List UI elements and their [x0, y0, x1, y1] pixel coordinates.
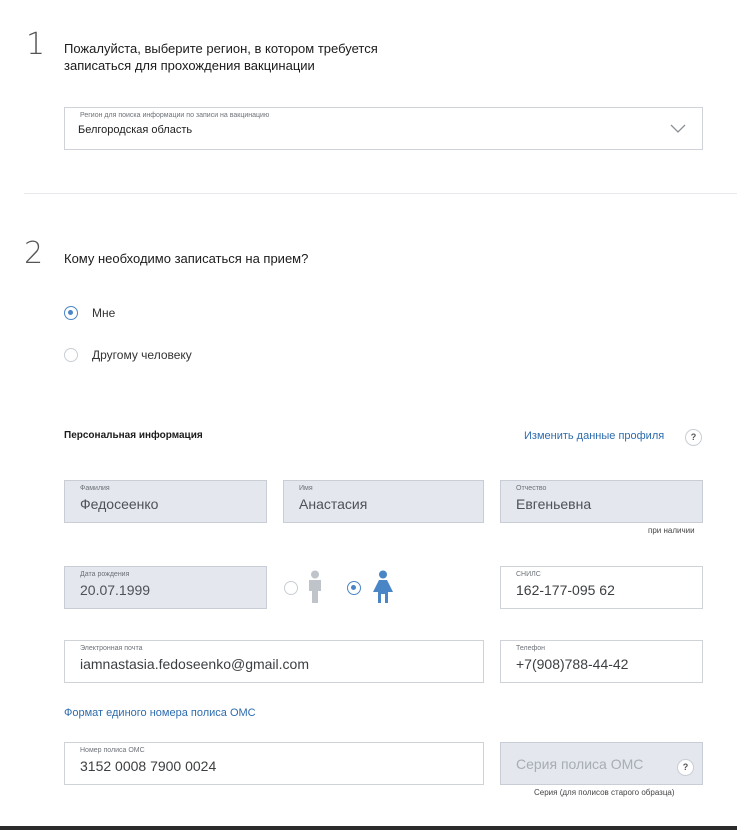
- oms-series-hint: Серия (для полисов старого образца): [534, 788, 675, 797]
- surname-value: Федосеенко: [80, 496, 159, 512]
- oms-format-link[interactable]: Формат единого номера полиса ОМС: [64, 707, 256, 719]
- email-label: Электронная почта: [80, 645, 143, 652]
- gender-male-radio[interactable]: [284, 581, 298, 595]
- edit-profile-link[interactable]: Изменить данные профиля: [524, 430, 665, 442]
- first-name-label: Имя: [299, 485, 313, 492]
- step1-title-line2: записаться для прохождения вакцинации: [64, 58, 315, 73]
- radio-other-person-label[interactable]: Другому человеку: [92, 348, 192, 362]
- phone-field[interactable]: [500, 640, 703, 683]
- birthdate-field[interactable]: [64, 566, 267, 609]
- patronymic-field[interactable]: [500, 480, 703, 523]
- step2-title: Кому необходимо записаться на прием?: [64, 251, 309, 266]
- first-name-field[interactable]: [283, 480, 484, 523]
- oms-series-help-icon[interactable]: ?: [677, 759, 694, 776]
- oms-number-label: Номер полиса ОМС: [80, 747, 145, 754]
- step-number-1: 1: [26, 27, 46, 62]
- phone-value: +7(908)788-44-42: [516, 656, 629, 672]
- bottom-edge-bar: [0, 826, 737, 830]
- email-field[interactable]: [64, 640, 484, 683]
- chevron-down-icon[interactable]: [670, 124, 686, 134]
- patronymic-label: Отчество: [516, 485, 547, 492]
- snils-field[interactable]: [500, 566, 703, 609]
- surname-field[interactable]: [64, 480, 267, 523]
- birthdate-value: 20.07.1999: [80, 582, 151, 598]
- email-value: iamnastasia.fedoseenko@gmail.com: [80, 656, 309, 672]
- region-select-value: Белгородская область: [78, 124, 193, 136]
- oms-number-field[interactable]: [64, 742, 484, 785]
- male-person-icon[interactable]: [305, 570, 325, 604]
- patronymic-hint: при наличии: [648, 526, 695, 535]
- first-name-value: Анастасия: [299, 496, 368, 512]
- section-divider: [24, 193, 737, 194]
- oms-series-field[interactable]: [500, 742, 703, 785]
- step1-title: [64, 40, 378, 74]
- oms-number-value: 3152 0008 7900 0024: [80, 758, 217, 774]
- radio-me[interactable]: [64, 306, 78, 320]
- personal-info-heading: Персональная информация: [64, 430, 203, 441]
- radio-me-label[interactable]: Мне: [92, 306, 116, 320]
- radio-other-person[interactable]: [64, 348, 78, 362]
- snils-value: 162-177-095 62: [516, 582, 615, 598]
- region-select-label: Регион для поиска информации по записи на вакцинацию: [80, 112, 270, 119]
- phone-label: Телефон: [516, 645, 546, 652]
- snils-label: СНИЛС: [516, 571, 541, 578]
- step1-title-line1: Пожалуйста, выберите регион, в котором требуется: [64, 41, 378, 56]
- step-number-2: 2: [24, 236, 44, 271]
- female-person-icon[interactable]: [372, 570, 394, 604]
- oms-series-placeholder: Серия полиса ОМС: [516, 756, 644, 772]
- surname-label: Фамилия: [80, 485, 110, 492]
- birthdate-label: Дата рождения: [80, 571, 130, 578]
- patronymic-value: Евгеньевна: [516, 496, 592, 512]
- gender-female-radio[interactable]: [347, 581, 361, 595]
- region-select[interactable]: [64, 107, 703, 150]
- edit-profile-help-icon[interactable]: ?: [685, 429, 702, 446]
